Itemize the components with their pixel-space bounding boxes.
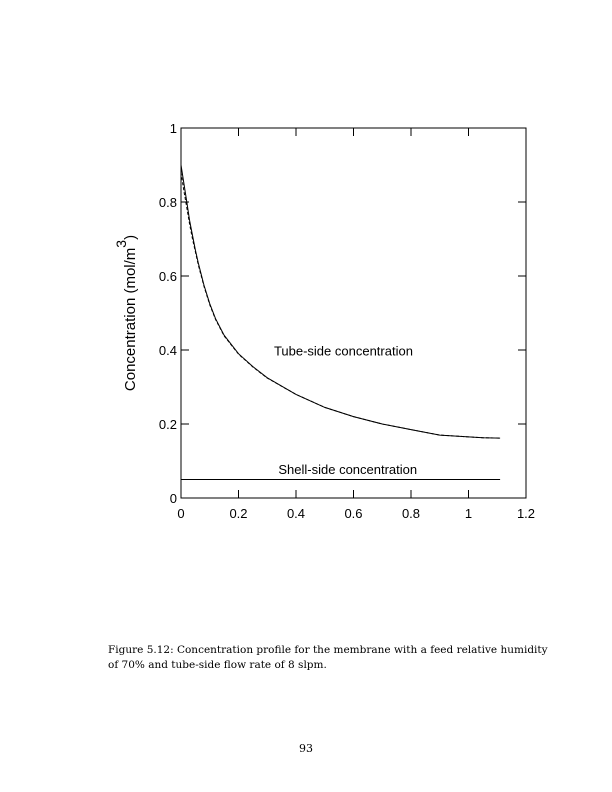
x-tick-label: 0.4 xyxy=(286,506,306,521)
x-tick-labels xyxy=(177,506,535,521)
annotation-label: Shell-side concentration xyxy=(278,461,418,477)
page-number: 93 xyxy=(299,742,313,755)
y-tick-label: 1 xyxy=(169,121,177,136)
y-tick-labels xyxy=(159,121,177,506)
figure-caption: Figure 5.12: Concentration profile for the membrane with a feed relative humidity of 70% and tube-side flow rate of 8 slpm. xyxy=(108,644,548,671)
x-tick-label: 0.8 xyxy=(401,506,421,521)
y-axis-label xyxy=(113,235,139,391)
x-tick-label: 1 xyxy=(464,506,473,521)
x-tick-label: 0 xyxy=(177,506,185,521)
plot-frame xyxy=(181,128,526,498)
y-tick-label: 0.2 xyxy=(158,417,177,432)
x-tick-label: 1.2 xyxy=(516,506,536,521)
y-tick-label: 0.8 xyxy=(158,195,177,210)
y-axis-label-superscript: 3 xyxy=(113,239,129,248)
axis-ticks xyxy=(181,128,526,498)
series-group xyxy=(181,165,500,480)
series-line xyxy=(181,165,500,438)
y-tick-label: 0 xyxy=(169,491,177,506)
y-tick-label: 0.6 xyxy=(158,269,177,284)
series-line xyxy=(181,172,500,438)
x-tick-label: 0.2 xyxy=(229,506,248,521)
y-tick-label: 0.4 xyxy=(158,343,177,358)
annotations xyxy=(274,344,417,477)
y-axis-label-main: Concentration (mol/m xyxy=(122,247,139,392)
y-axis-label-close: ) xyxy=(122,234,139,240)
x-tick-label: 0.6 xyxy=(344,506,363,521)
annotation-label: Tube-side concentration xyxy=(273,343,413,359)
